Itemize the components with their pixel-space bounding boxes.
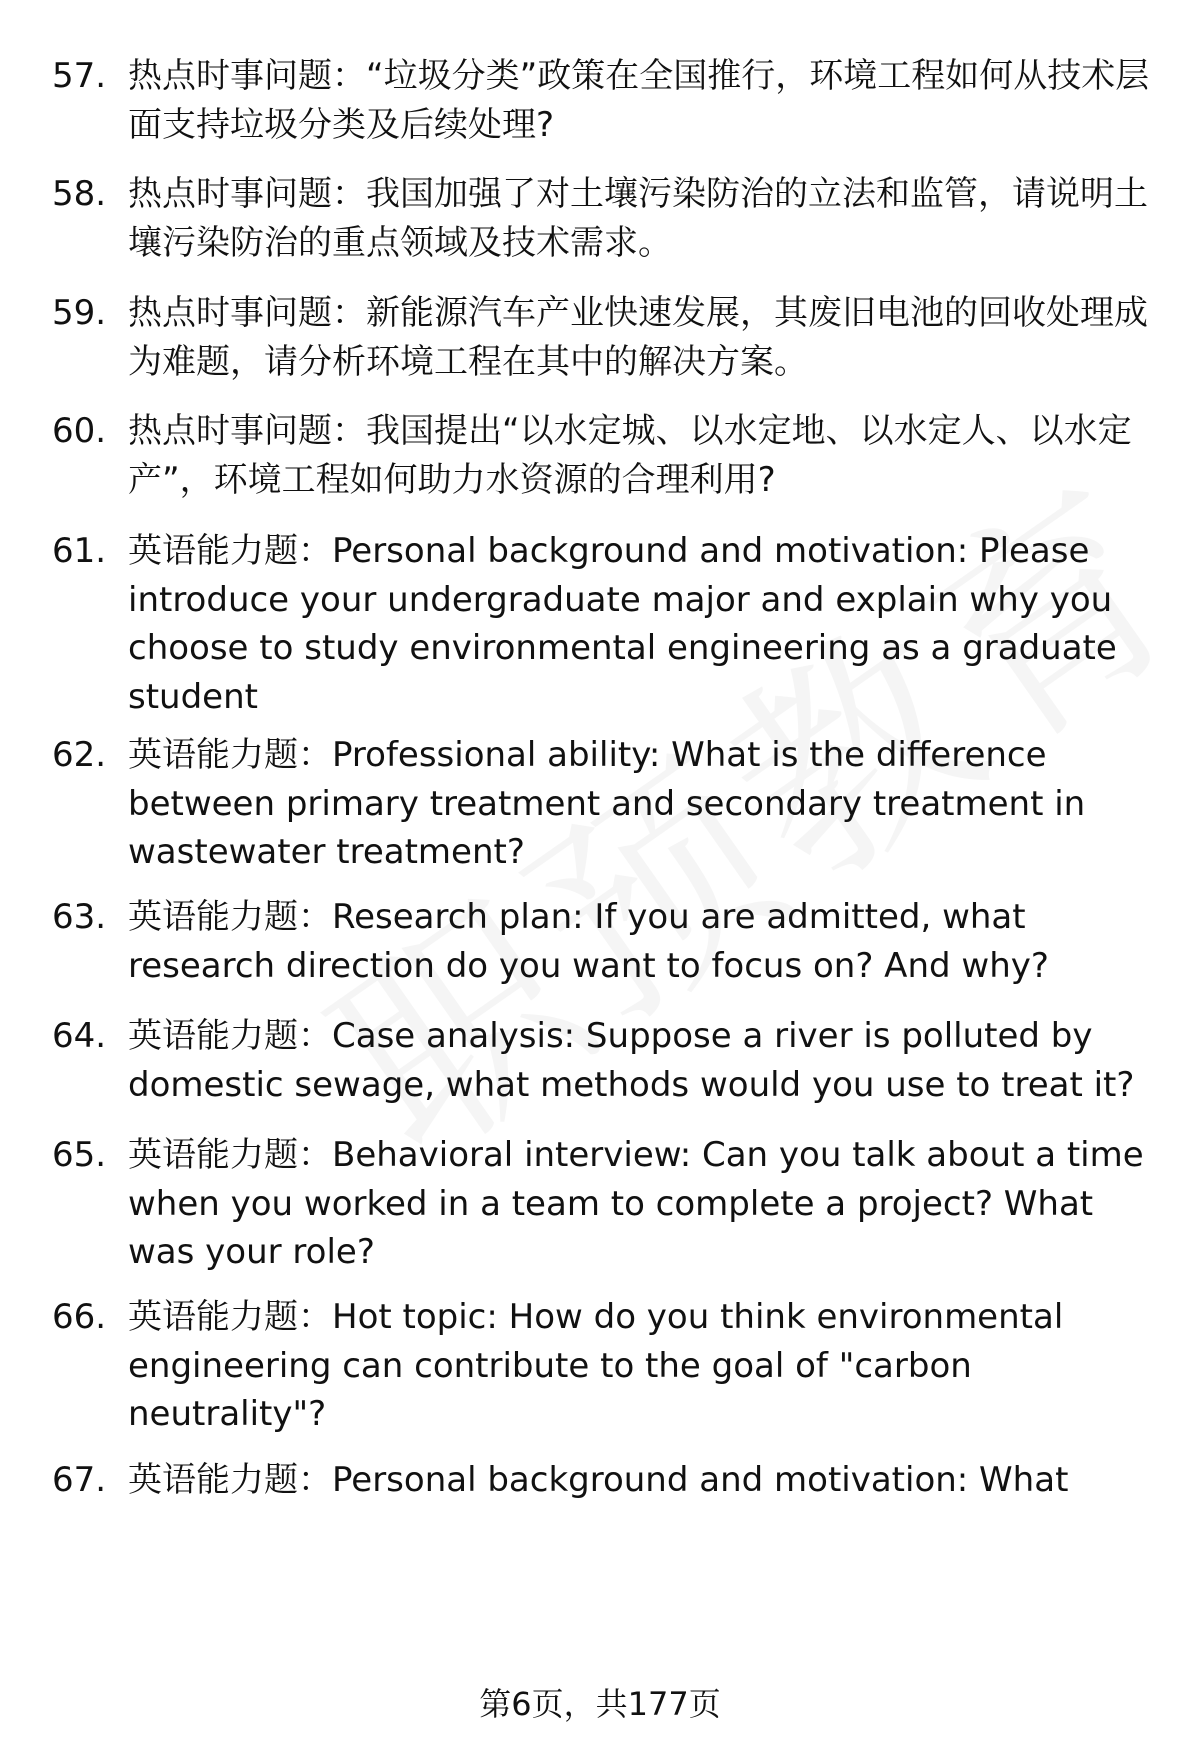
question-number: 61. (52, 531, 107, 571)
question-60 (0, 407, 1200, 527)
question-text: 热点时事问题：我国提出“以水定城、以水定地、以水定人、以水定产”，环境工程如何助力水资源的合理利用? (128, 411, 1132, 500)
question-62 (0, 731, 1200, 893)
question-text: 热点时事问题：我国加强了对土壤污染防治的立法和监管，请说明土壤污染防治的重点领域及技术需求。 (128, 174, 1148, 263)
question-58 (0, 170, 1200, 289)
question-text: 英语能力题：Research plan: If you are admitted, what research direction do you want to focus on? And why? (128, 897, 1049, 986)
question-text: 热点时事问题：新能源汽车产业快速发展，其废旧电池的回收处理成为难题，请分析环境工程在其中的解决方案。 (128, 293, 1148, 382)
question-text: 英语能力题：Personal background and motivation: Please introduce your undergraduate major and explain why you choose to study environmental engineering as a graduate student (128, 531, 1117, 717)
question-number: 65. (52, 1135, 107, 1175)
question-text: 英语能力题：Case analysis: Suppose a river is polluted by domestic sewage, what methods would you use to treat it? (128, 1016, 1135, 1105)
question-64 (0, 1012, 1200, 1131)
question-number: 57. (52, 56, 107, 96)
page-footer: 第6页，共177页 (479, 1685, 721, 1723)
question-number: 59. (52, 293, 107, 333)
question-text: 英语能力题：Hot topic: How do you think environmental engineering can contribute to the goal of "carbon neutrality"? (128, 1297, 1064, 1434)
question-text: 英语能力题：Behavioral interview: Can you talk about a time when you worked in a team to complete a project? What was your role? (128, 1135, 1144, 1272)
question-63 (0, 893, 1200, 1012)
question-number: 63. (52, 897, 107, 937)
question-list (0, 52, 1200, 1506)
question-number: 64. (52, 1016, 107, 1056)
question-59 (0, 289, 1200, 407)
question-text: 英语能力题：Personal background and motivation: What (128, 1460, 1069, 1500)
question-66 (0, 1293, 1200, 1456)
question-number: 62. (52, 735, 107, 775)
question-67 (0, 1456, 1200, 1506)
question-number: 67. (52, 1460, 107, 1500)
question-61 (0, 527, 1200, 731)
question-text: 英语能力题：Professional ability: What is the difference between primary treatment and secondary treatment in wastewater treatment? (128, 735, 1086, 872)
question-text: 热点时事问题：“垃圾分类”政策在全国推行，环境工程如何从技术层面支持垃圾分类及后续处理? (128, 56, 1150, 145)
question-number: 58. (52, 174, 107, 214)
question-57 (0, 52, 1200, 170)
question-65 (0, 1131, 1200, 1293)
question-number: 60. (52, 411, 107, 451)
question-number: 66. (52, 1297, 107, 1337)
